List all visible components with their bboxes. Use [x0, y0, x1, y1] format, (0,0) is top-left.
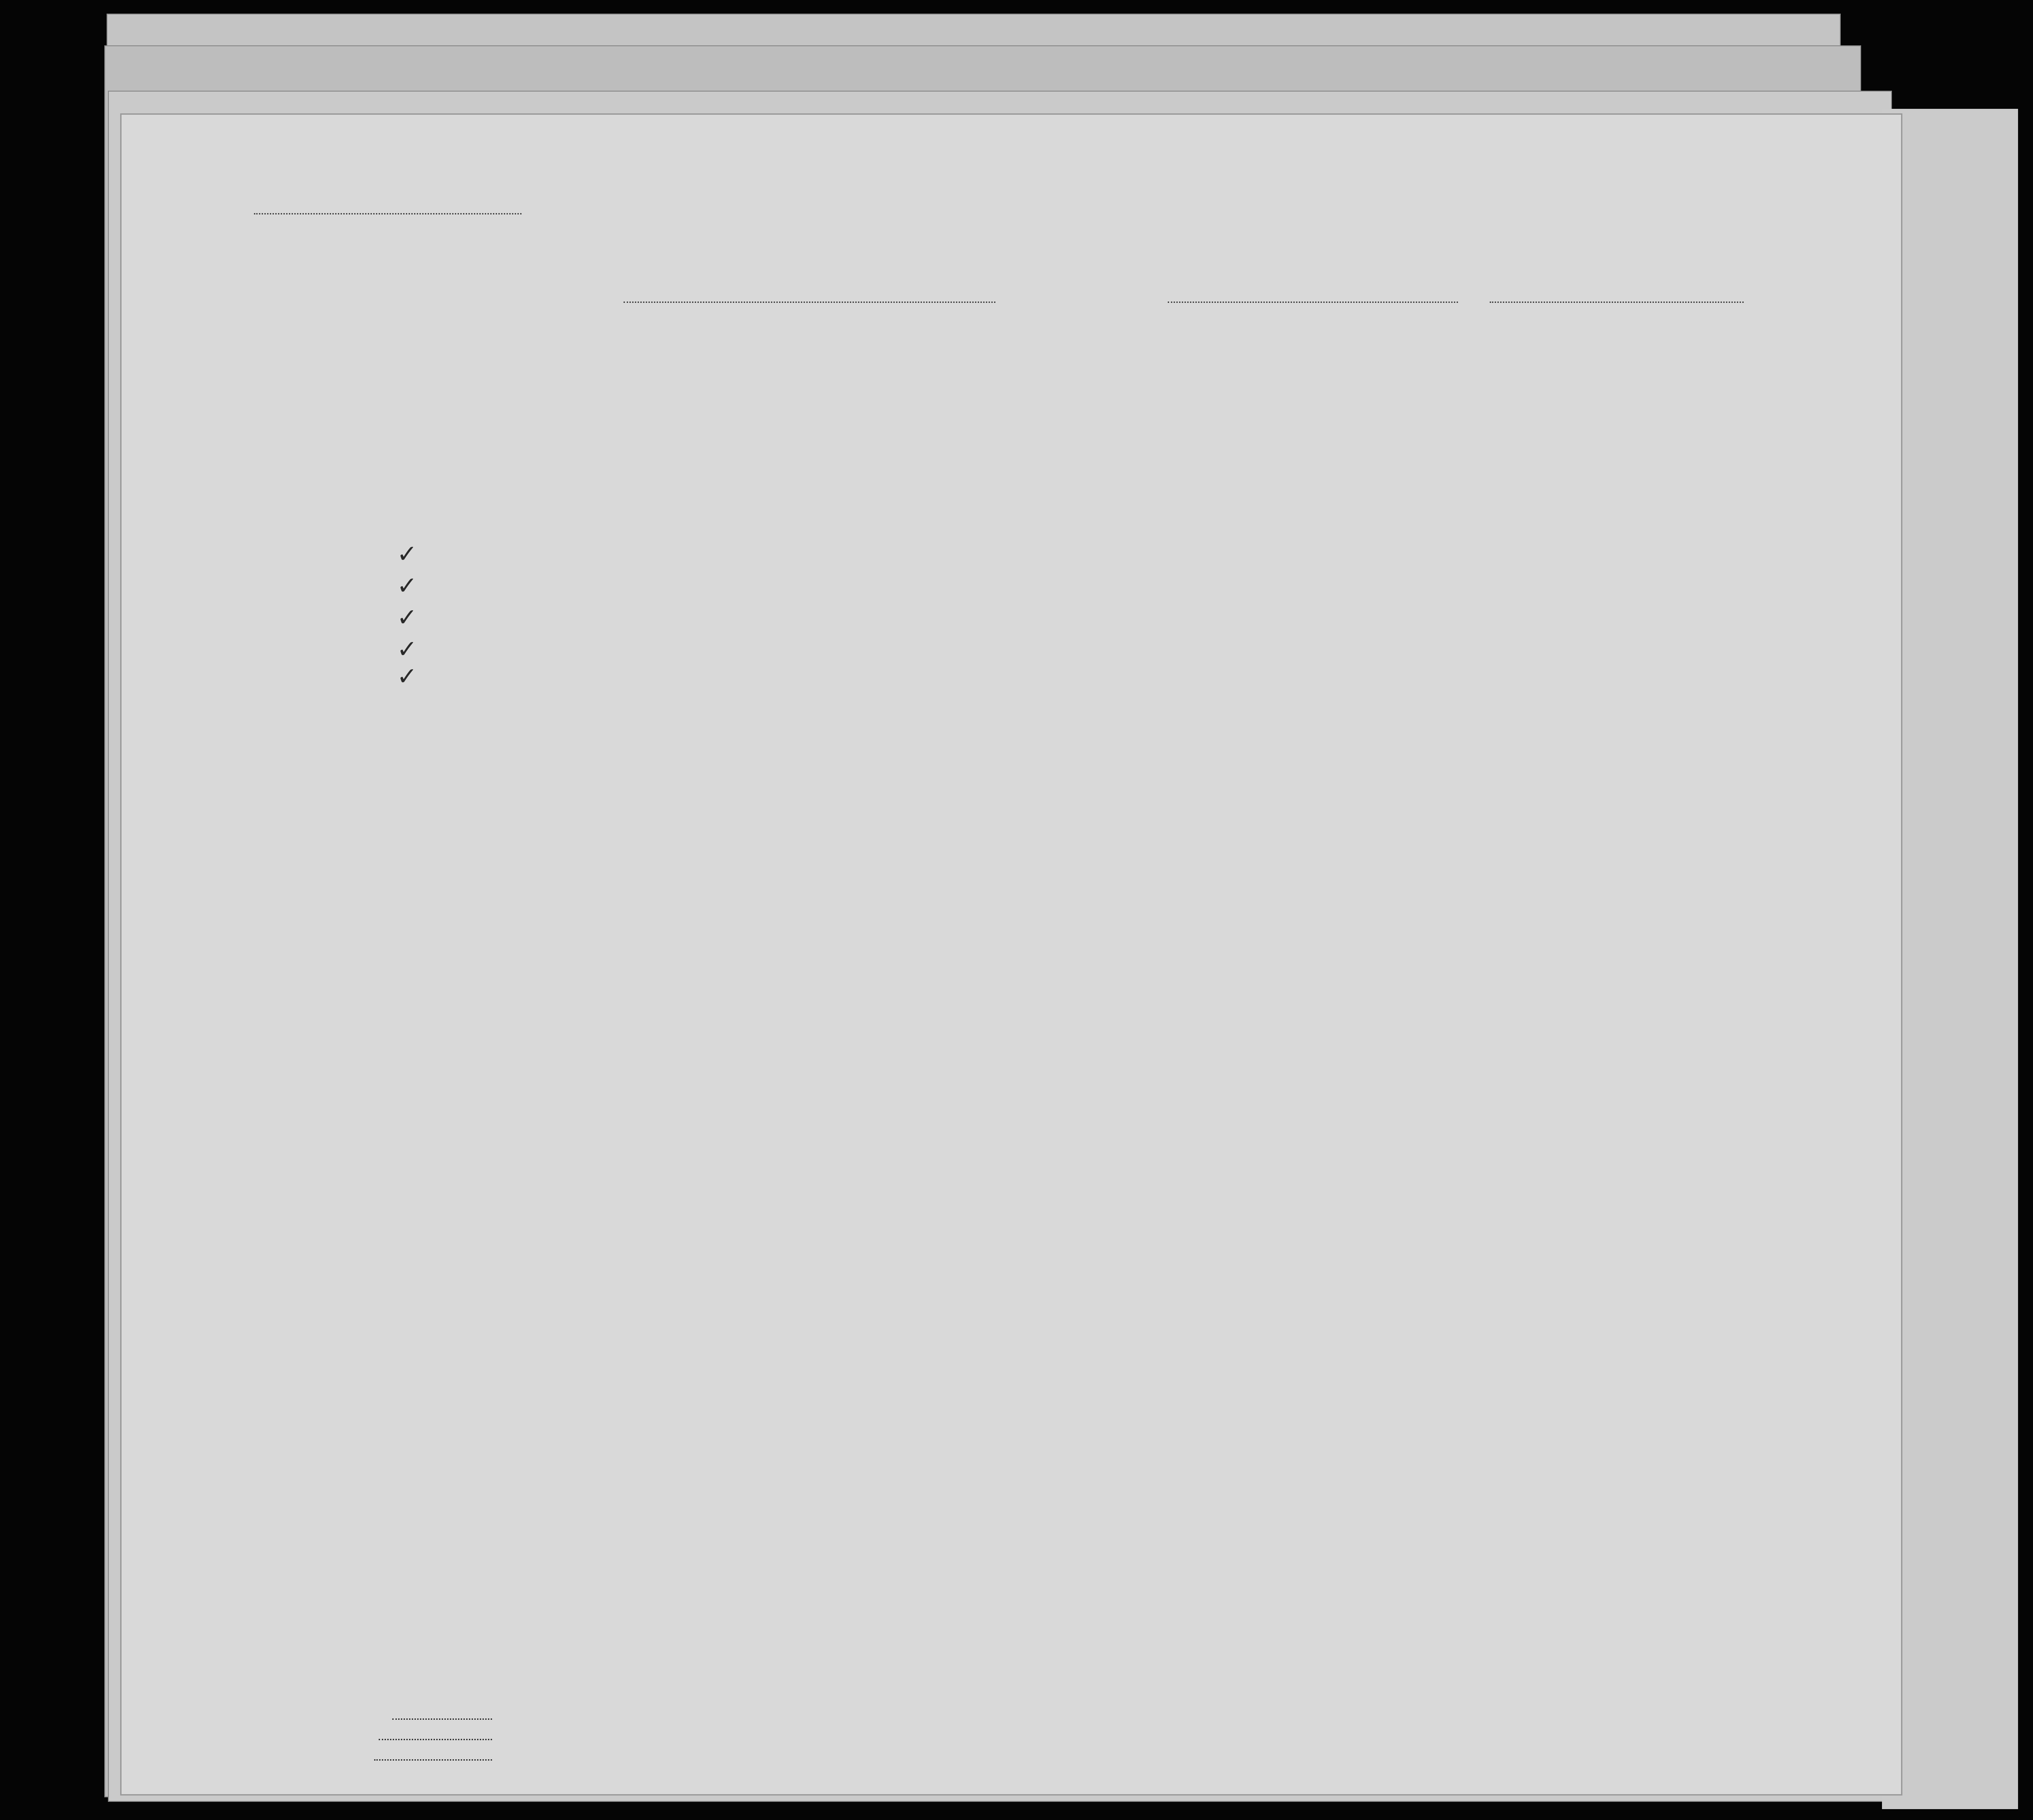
- check-mark: ✓: [397, 571, 418, 600]
- ship-name: [624, 302, 995, 303]
- check-mark: ✓: [397, 635, 418, 663]
- footer-total-dots: [392, 1718, 492, 1720]
- footer-citizens-dots: [379, 1739, 492, 1740]
- manifest-sheet: [120, 113, 1902, 1796]
- footer-aliens-dots: [374, 1759, 492, 1761]
- check-mark: ✓: [397, 662, 418, 691]
- list-number: [254, 213, 522, 214]
- check-mark: ✓: [397, 603, 418, 632]
- sailing-date: [1490, 302, 1744, 303]
- check-mark: ✓: [397, 540, 418, 568]
- port-of-departure: [1168, 302, 1458, 303]
- next-page-sheet: [1882, 109, 2018, 1809]
